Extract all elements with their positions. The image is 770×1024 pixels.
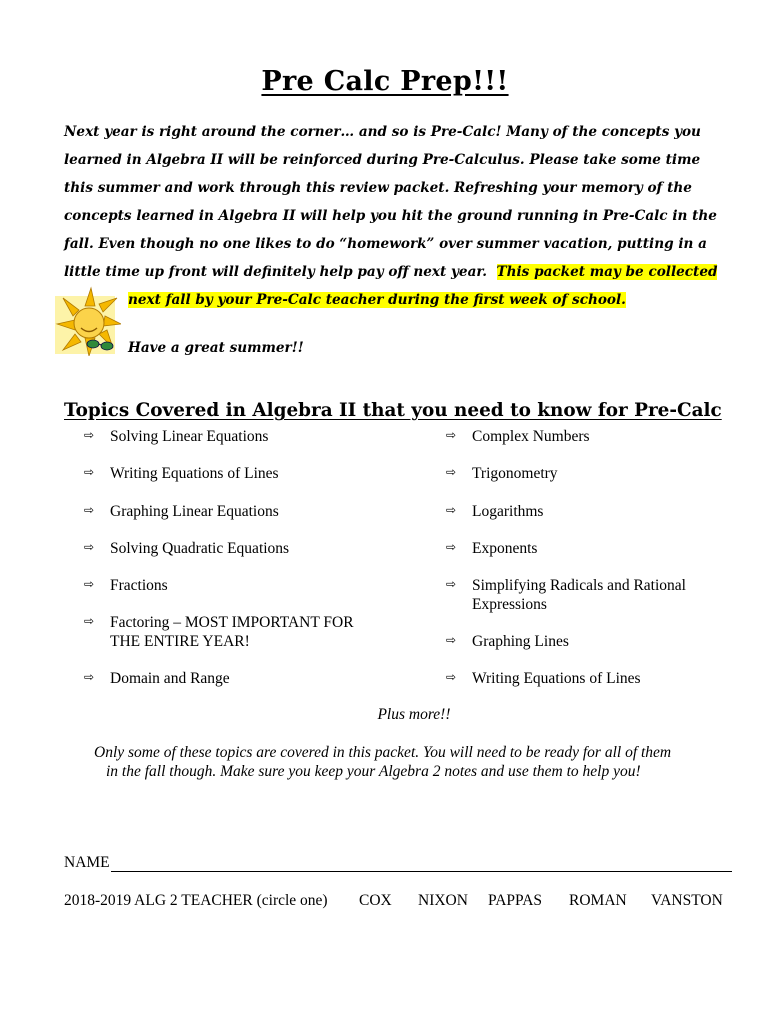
arrow-icon: ⇨ xyxy=(84,465,95,479)
arrow-icon: ⇨ xyxy=(84,670,95,684)
teacher-option-pappas[interactable]: PAPPAS xyxy=(488,892,543,909)
document-page: Pre Calc Prep!!! Next year is right around the corner… and so is Pre-Calc! Many of the concepts you learned in Algebra II will be reinforced during Pre-Calculus. Please take some time this summer and work through this review packet. Refreshing your memory of the concepts learned in Algebra II will help you hit the ground running in Pre-Calc in the fall. Even though no one likes to do “homework” over summer vacation, putting in a little time up front will definitely help pay off next year. This packet may be collected next fall by your Pre-Calc teacher during the first week of school. Have a great summer!! Topics Covered in Algebra II that you need to know for Pre-Calc ⇨ Solving Linear Equations ⇨ Writing Equations of Lines ⇨ Graphing Linear Equations ⇨ Solving Quadratic Equations ⇨ Fractions ⇨ Factoring – MOST IMPORTANT FOR THE ENTIRE YEAR! ⇨ Domain and Range ⇨ Complex Numbers ⇨ Trigonometry ⇨ Logarithms ⇨ Exponents ⇨ Simplifying Radicals and Rational Expressions ⇨ Graphing Lines ⇨ Writing Equations of Lines Plus more!! Only some of these topics are covered in this packet. You will need to be ready for all of them in the fall though. Make sure you keep your Algebra 2 notes and use them to help you! NAME 2018-2019 ALG 2 TEACHER (circle one) COX NIXON PAPPAS ROMAN VANSTON xyxy=(0,0,770,1024)
intro-line xyxy=(64,258,734,286)
name-label: NAME xyxy=(64,854,110,871)
topics-note xyxy=(94,743,744,781)
page-title: Pre Calc Prep!!! xyxy=(261,66,509,97)
topics-heading: Topics Covered in Algebra II that you need to know for Pre-Calc xyxy=(64,400,722,421)
arrow-icon: ⇨ xyxy=(84,428,95,442)
name-field[interactable] xyxy=(64,854,732,872)
arrow-icon: ⇨ xyxy=(84,577,95,591)
intro-line xyxy=(64,286,734,314)
intro-paragraph xyxy=(64,118,734,314)
arrow-icon: ⇨ xyxy=(84,503,95,517)
arrow-icon: ⇨ xyxy=(446,670,457,684)
arrow-icon: ⇨ xyxy=(446,503,457,517)
arrow-icon: ⇨ xyxy=(446,577,457,591)
arrow-icon: ⇨ xyxy=(446,465,457,479)
greeting: Have a great summer!! xyxy=(128,340,304,356)
sun-icon xyxy=(55,286,121,356)
intro-line: Next year is right around the corner… and so is Pre-Calc! Many of the concepts you xyxy=(64,124,701,140)
highlighted-text: next fall by your Pre-Calc teacher during the first week of school. xyxy=(128,292,626,308)
note-line: Only some of these topics are covered in this packet. You will need to be ready for all of them xyxy=(94,744,672,761)
intro-line: fall. Even though no one likes to do “homework” over summer vacation, putting in a xyxy=(64,236,707,252)
note-line: in the fall though. Make sure you keep your Algebra 2 notes and use them to help you! xyxy=(106,763,641,780)
intro-line: this summer and work through this review packet. Refreshing your memory of the xyxy=(64,180,692,196)
highlighted-text: This packet may be collected xyxy=(496,264,718,280)
arrow-icon: ⇨ xyxy=(84,540,95,554)
teacher-option-vanston[interactable]: VANSTON xyxy=(651,892,723,909)
teacher-option-nixon[interactable]: NIXON xyxy=(418,892,468,909)
teacher-option-cox[interactable]: COX xyxy=(359,892,392,909)
arrow-icon: ⇨ xyxy=(446,540,457,554)
plus-more-text: Plus more!! xyxy=(377,706,451,723)
teacher-label: 2018-2019 ALG 2 TEACHER (circle one) xyxy=(64,892,328,909)
name-blank-line[interactable] xyxy=(111,857,732,872)
sun-face xyxy=(74,308,104,338)
arrow-icon: ⇨ xyxy=(446,633,457,647)
intro-line: learned in Algebra II will be reinforced during Pre-Calculus. Please take some time xyxy=(64,152,701,168)
intro-line: concepts learned in Algebra II will help you hit the ground running in Pre-Calc in the xyxy=(64,208,717,224)
arrow-icon: ⇨ xyxy=(446,428,457,442)
intro-text: little time up front will definitely help pay off next year. xyxy=(64,264,497,280)
arrow-icon: ⇨ xyxy=(84,614,95,628)
teacher-option-roman[interactable]: ROMAN xyxy=(569,892,627,909)
